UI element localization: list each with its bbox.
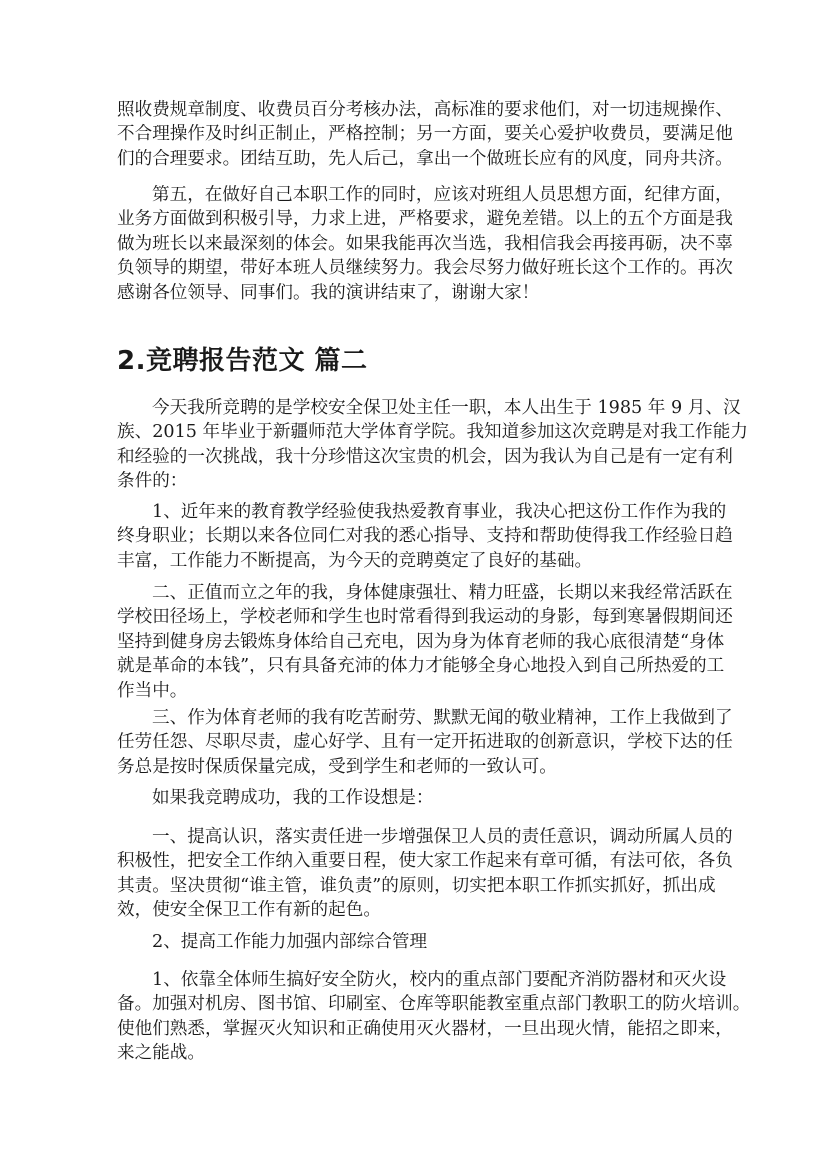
paragraph	[117, 396, 748, 494]
paragraph	[117, 930, 715, 954]
text-line: 其责。坚决贯彻“谁主管，谁负责”的原则，切实把本职工作抓实抓好，抓出成	[117, 875, 716, 896]
text-line: 照收费规章制度、收费员百分考核办法，高标准的要求他们，对一切违规操作、	[117, 100, 733, 120]
paragraph	[117, 581, 733, 703]
text-line: 坚持到健身房去锻炼身体给自己充电，因为身为体育老师的我心底很清楚“身体	[117, 631, 725, 652]
paragraph	[117, 968, 751, 1066]
text-line: 三、作为体育老师的我有吃苦耐劳、默默无闻的敬业精神，工作上我做到了	[152, 708, 733, 728]
text-line: 2、提高工作能力加强内部综合管理	[152, 932, 428, 952]
text-line: 业务方面做到积极引导，力求上进，严格要求，避免差错。以上的五个方面是我	[117, 209, 733, 230]
text-line: 务总是按时保质保量完成，受到学生和老师的一致认可。	[117, 756, 557, 777]
paragraph	[117, 183, 733, 305]
paragraph	[117, 98, 733, 171]
section-heading: 2.竞聘报告范文 篇二	[117, 346, 368, 376]
text-line: 效，使安全保卫工作有新的起色。	[117, 900, 381, 921]
text-line: 积极性，把安全工作纳入重要日程，使大家工作起来有章可循，有法可依，各负	[117, 851, 733, 872]
paragraph	[117, 825, 733, 923]
text-line: 丰富，工作能力不断提高，为今天的竞聘奠定了良好的基础。	[117, 550, 593, 571]
text-line: 和经验的一次挑战，我十分珍惜这次宝贵的机会，因为我认为自己是有一定有利	[117, 446, 733, 467]
text-line: 今天我所竞聘的是学校安全保卫处主任一职，本人出生于 1985 年 9 月、汉	[152, 398, 741, 418]
paragraph	[117, 706, 733, 779]
text-line: 1、近年来的教育教学经验使我热爱教育事业，我决心把这份工作作为我的	[152, 502, 727, 522]
text-line: 感谢各位领导、同事们。我的演讲结束了，谢谢大家！	[117, 282, 540, 303]
paragraph	[117, 786, 715, 810]
text-line: 如果我竞聘成功，我的工作设想是：	[152, 788, 434, 808]
text-line: 学校田径场上，学校老师和学生也时常看得到我运动的身影，每到寒暑假期间还	[117, 607, 733, 628]
text-line: 二、正值而立之年的我，身体健康强壮、精力旺盛，长期以来我经常活跃在	[152, 583, 733, 603]
paragraph	[117, 500, 733, 573]
text-line: 备。加强对机房、图书馆、印刷室、仓库等职能教室重点部门教职工的防火培训。	[117, 994, 751, 1015]
text-line: 们的合理要求。团结互助，先人后己，拿出一个做班长应有的风度，同舟共济。	[117, 148, 733, 169]
text-line: 1、依靠全体师生搞好安全防火，校内的重点部门要配齐消防器材和灭火设	[152, 970, 727, 990]
text-line: 做为班长以来最深刻的体会。如果我能再次当选，我相信我会再接再砺，决不辜	[117, 233, 733, 254]
text-line: 不合理操作及时纠正制止，严格控制；另一方面，要关心爱护收费员，要满足他	[117, 124, 733, 145]
text-line: 作当中。	[117, 680, 188, 701]
text-line: 条件的：	[117, 471, 188, 492]
text-line: 第五，在做好自己本职工作的同时，应该对班组人员思想方面，纪律方面，	[152, 185, 733, 205]
text-line: 终身职业；长期以来各位同仁对我的悉心指导、支持和帮助使得我工作经验日趋	[117, 526, 733, 547]
text-line: 一、提高认识，落实责任进一步增强保卫人员的责任意识，调动所属人员的	[152, 827, 733, 847]
text-line: 就是革命的本钱”，只有具备充沛的体力才能够全身心地投入到自己所热爱的工	[117, 656, 725, 677]
text-line: 任劳任怨、尽职尽责，虚心好学、且有一定开拓进取的创新意识，学校下达的任	[117, 732, 733, 753]
text-line: 族、2015 年毕业于新疆师范大学体育学院。我知道参加这次竞聘是对我工作能力	[117, 422, 748, 443]
text-line: 使他们熟悉，掌握灭火知识和正确使用灭火器材，一旦出现火情，能招之即来，	[117, 1018, 733, 1039]
text-line: 来之能战。	[117, 1043, 205, 1064]
text-line: 负领导的期望，带好本班人员继续努力。我会尽努力做好班长这个工作的。再次	[117, 258, 733, 279]
